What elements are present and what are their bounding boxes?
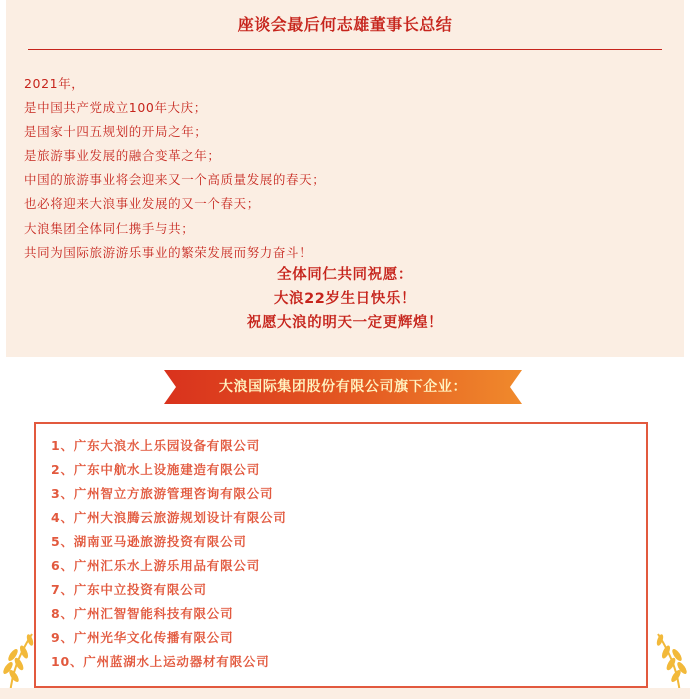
wish-line: 大浪22岁生日快乐！ xyxy=(273,291,417,307)
summary-body xyxy=(24,72,325,265)
list-item: 6、广州汇乐水上游乐用品有限公司 xyxy=(51,558,260,573)
summary-line: 中国的旅游事业将会迎来又一个高质量发展的春天； xyxy=(24,172,326,188)
list-item: 9、广州光华文化传播有限公司 xyxy=(51,630,234,645)
summary-line: 共同为国际旅游游乐事业的繁荣发展而努力奋斗！ xyxy=(24,244,313,260)
summary-line: 是旅游事业发展的融合变革之年； xyxy=(24,148,221,164)
summary-panel xyxy=(6,0,684,357)
title-divider xyxy=(28,49,662,50)
list-item: 5、湖南亚马逊旅游投资有限公司 xyxy=(51,534,247,549)
list-item: 7、广东中立投资有限公司 xyxy=(51,582,207,597)
list-item: 8、广州汇智智能科技有限公司 xyxy=(51,606,234,621)
company-list-box xyxy=(34,422,648,688)
summary-line: 2021年， xyxy=(24,76,85,91)
list-item: 4、广州大浪腾云旅游规划设计有限公司 xyxy=(51,510,287,525)
list-item: 2、广东中航水上设施建造有限公司 xyxy=(51,462,260,477)
birthday-wishes xyxy=(6,263,684,335)
summary-line: 是中国共产党成立100年大庆； xyxy=(24,100,207,116)
summary-title: 座谈会最后何志雄董事长总结 xyxy=(237,15,453,34)
list-item: 3、广州智立方旅游管理咨询有限公司 xyxy=(51,486,274,501)
summary-line: 也必将迎来大浪事业发展的又一个春天； xyxy=(24,196,260,212)
companies-banner xyxy=(164,370,522,404)
wish-line: 全体同仁共同祝愿： xyxy=(277,267,413,283)
wheat-icon xyxy=(654,628,688,694)
wish-line: 祝愿大浪的明天一定更辉煌！ xyxy=(246,315,444,331)
companies-heading: 大浪国际集团股份有限公司旗下企业： xyxy=(218,379,468,395)
summary-line: 是国家十四五规划的开局之年； xyxy=(24,124,208,140)
wheat-icon xyxy=(2,628,36,694)
list-item: 1、广东大浪水上乐园设备有限公司 xyxy=(51,438,260,453)
company-list xyxy=(51,434,287,674)
bottom-band xyxy=(0,688,690,699)
list-item: 10、广州蓝湖水上运动器材有限公司 xyxy=(51,654,270,669)
summary-line: 大浪集团全体同仁携手与共； xyxy=(24,220,195,236)
